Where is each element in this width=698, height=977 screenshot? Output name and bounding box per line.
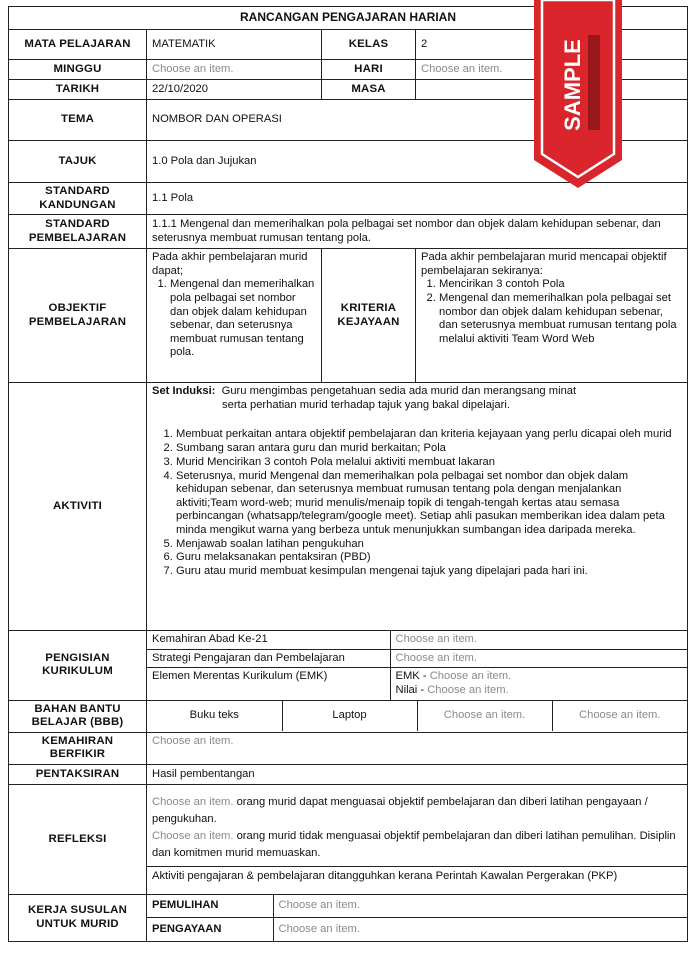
kelas-label: KELAS (322, 30, 416, 60)
abad-dropdown[interactable]: Choose an item. (390, 631, 687, 649)
masa-label: MASA (322, 80, 416, 100)
objektif-label: OBJEKTIF PEMBELAJARAN (9, 249, 147, 383)
bahan-dropdown[interactable]: Choose an item. (417, 701, 552, 731)
pengisian-table (147, 631, 687, 699)
sample-watermark-text: SAMPLE (559, 39, 585, 131)
bahan-table (147, 701, 687, 731)
refleksi-text (147, 792, 687, 867)
objektif-value[interactable] (147, 249, 322, 383)
objektif-item: 1. Mengenal dan memerihalkan pola pelbagai set nombor dan objek dalam kehidupan sebenar, dan seterusnya membuat rumusan tentang pola. (170, 278, 316, 360)
nilai-dropdown[interactable]: Choose an item. (427, 683, 509, 696)
strategi-label: Strategi Pengajaran dan Pembelajaran (147, 649, 390, 668)
bahan-item[interactable]: Buku teks (147, 701, 282, 731)
mata-pelajaran-label: MATA PELAJARAN (9, 30, 147, 60)
emk-nilai-cell (390, 668, 687, 700)
bahan-label: BAHAN BANTU BELAJAR (BBB) (9, 700, 147, 732)
abad-label: Kemahiran Abad Ke-21 (147, 631, 390, 649)
standard-pembelajaran-label: STANDARD PEMBELAJARAN (9, 215, 147, 249)
minggu-dropdown[interactable]: Choose an item. (147, 60, 322, 80)
emk-dropdown[interactable]: Choose an item. (429, 670, 512, 683)
refleksi-sentence: orang murid dapat menguasai objektif pembelajaran dan diberi latihan pengayaan / pengukuhan. (152, 796, 648, 826)
refleksi-label: REFLEKSI (9, 784, 147, 894)
pengisian-value (147, 631, 688, 700)
set-induksi-text: serta perhatian murid terhadap tajuk yang bakal dipelajari. (222, 398, 510, 411)
kerja-label: KERJA SUSULAN UNTUK MURID (9, 894, 147, 941)
pentaksiran-value[interactable]: Hasil pembentangan (147, 764, 688, 784)
standard-kandungan-label: STANDARD KANDUNGAN (9, 183, 147, 215)
mata-pelajaran-value[interactable]: MATEMATIK (147, 30, 322, 60)
kerja-value (147, 894, 688, 941)
pentaksiran-label: PENTAKSIRAN (9, 764, 147, 784)
document-title: RANCANGAN PENGAJARAN HARIAN (9, 7, 688, 30)
kriteria-item: 2. Mengenal dan memerihalkan pola pelbagai set nombor dan objek dalam kehidupan sebenar, dan seterusnya membuat rumusan tentang pola melalui aktiviti Team Word Web (439, 292, 682, 346)
refleksi-value (147, 784, 688, 894)
set-induksi-text: Guru mengimbas pengetahuan sedia ada murid dan merangsang minat (221, 385, 577, 398)
kelas-value[interactable]: 2 (416, 30, 688, 60)
aktiviti-item: 2. Sumbang saran antara guru dan murid berkaitan; Pola (176, 442, 682, 456)
minggu-label: MINGGU (9, 60, 147, 80)
aktiviti-item: 4. Seterusnya, murid Mengenal dan memerihalkan pola pelbagai set nombor dan objek dalam kehidupan sebenar, dan seterusnya membuat rumusan tentang pola dengan menjalankan aktiviti;Team word-web; murid menulis/menaip topik di tengah-tengah kertas atau semasa perbincangan (whatsapp/telegram/google meet). Setiap ahli pasukan memberikan idea dalam peta minda mengikut warna yang berbeza untuk menunjukkan sumbangan idea daripada mereka. (176, 470, 682, 538)
set-induksi-label: Set Induksi: (152, 385, 216, 398)
kriteria-value[interactable] (416, 249, 688, 383)
refleksi-dropdown[interactable]: Choose an item. (152, 830, 234, 843)
ribbon-stripe (588, 35, 600, 130)
refleksi-dropdown[interactable]: Choose an item. (152, 796, 234, 809)
emk-prefix: EMK - (395, 670, 430, 683)
sample-watermark-ribbon (534, 0, 622, 190)
pengayaan-dropdown[interactable]: Choose an item. (273, 918, 687, 941)
aktiviti-item: 6. Guru melaksanakan pentaksiran (PBD) (176, 551, 682, 565)
standard-kandungan-value[interactable]: 1.1 Pola (147, 183, 688, 215)
emk-label: Elemen Merentas Kurikulum (EMK) (147, 668, 390, 700)
tarikh-value[interactable]: 22/10/2020 (147, 80, 322, 100)
kriteria-intro: Pada akhir pembelajaran murid mencapai objektif pembelajaran sekiranya: (421, 251, 667, 277)
pengisian-label: PENGISIAN KURIKULUM (9, 631, 147, 700)
aktiviti-item: 1. Membuat perkaitan antara objektif pembelajaran dan kriteria kejayaan yang perlu dicapai oleh murid (176, 426, 682, 442)
pengayaan-label: PENGAYAAN (147, 918, 273, 941)
refleksi-note[interactable]: Aktiviti pengajaran & pembelajaran ditangguhkan kerana Perintah Kawalan Pergerakan (PKP) (152, 870, 618, 883)
kerja-table (147, 895, 687, 941)
hari-dropdown[interactable]: Choose an item. (416, 60, 688, 80)
aktiviti-item: 5. Menjawab soalan latihan pengukuhan (176, 538, 682, 552)
bahan-item[interactable]: Laptop (282, 701, 417, 731)
objektif-intro: Pada akhir pembelajaran murid dapat; (152, 251, 308, 277)
aktiviti-label: AKTIVITI (9, 383, 147, 631)
bahan-value (147, 700, 688, 732)
tajuk-value[interactable]: 1.0 Pola dan Jujukan (147, 141, 688, 183)
tajuk-label: TAJUK (9, 141, 147, 183)
tarikh-label: TARIKH (9, 80, 147, 100)
aktiviti-item: 3. Murid Mencirikan 3 contoh Pola melalui aktiviti membuat lakaran (176, 456, 682, 470)
pemulihan-label: PEMULIHAN (147, 895, 273, 918)
tema-label: TEMA (9, 100, 147, 141)
kriteria-label: KRITERIA KEJAYAAN (322, 249, 416, 383)
tema-value[interactable]: NOMBOR DAN OPERASI (147, 100, 688, 141)
aktiviti-item: 7. Guru atau murid membuat kesimpulan mengenai tajuk yang dipelajari pada hari ini. (176, 565, 682, 579)
pemulihan-dropdown[interactable]: Choose an item. (273, 895, 687, 918)
nilai-prefix: Nilai - (395, 683, 428, 696)
kriteria-item: 1. Mencirikan 3 contoh Pola (439, 278, 682, 292)
strategi-dropdown[interactable]: Choose an item. (390, 649, 687, 668)
aktiviti-value[interactable] (147, 383, 688, 631)
refleksi-sentence: orang murid tidak menguasai objektif pembelajaran dan diberi latihan pemulihan. Disiplin dan komitmen murid memuaskan. (152, 830, 676, 860)
kemahiran-label: KEMAHIRAN BERFIKIR (9, 732, 147, 764)
kemahiran-dropdown[interactable]: Choose an item. (147, 732, 688, 764)
hari-label: HARI (322, 60, 416, 80)
standard-pembelajaran-value[interactable]: 1.1.1 Mengenal dan memerihalkan pola pelbagai set nombor dan objek dalam kehidupan sebenar, dan seterusnya membuat rumusan tentang pola. (147, 215, 688, 249)
bahan-dropdown[interactable]: Choose an item. (579, 709, 661, 722)
